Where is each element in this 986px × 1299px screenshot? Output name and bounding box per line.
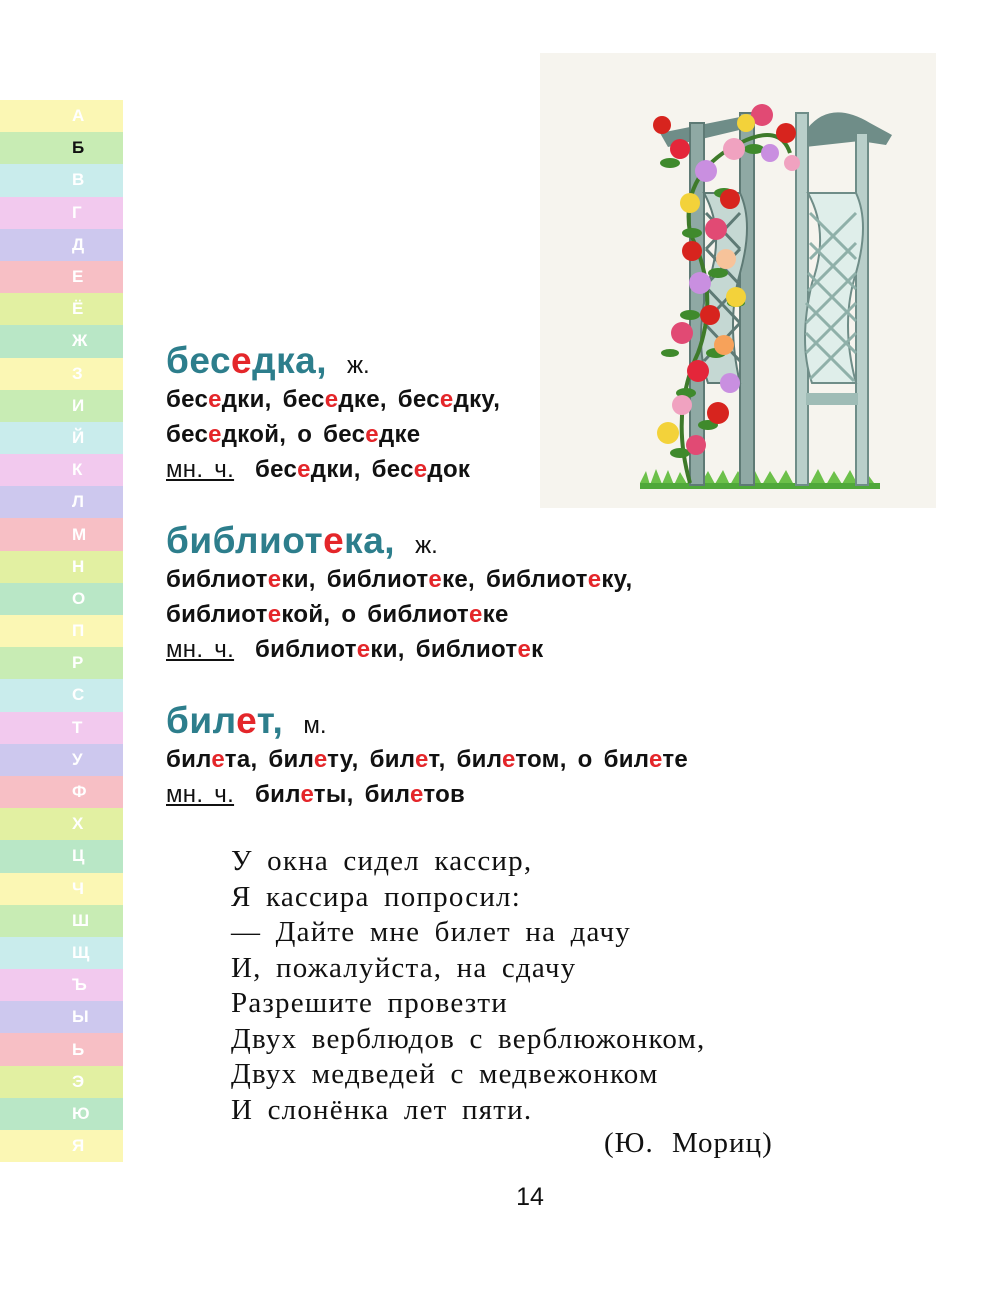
word-forms-line	[166, 452, 500, 487]
alphabet-tab-30[interactable]: Ь	[0, 1033, 123, 1065]
alphabet-tab-7[interactable]: Ё	[0, 293, 123, 325]
word-forms-line	[166, 382, 500, 417]
word-fragment: ка,	[344, 520, 396, 561]
entry-header	[166, 340, 500, 382]
alphabet-tab-24[interactable]: Ц	[0, 840, 123, 872]
stressed-vowel: е	[231, 340, 253, 381]
word-forms-line	[166, 417, 500, 452]
dictionary-entry	[166, 520, 632, 667]
entry-header	[166, 700, 688, 742]
alphabet-index	[0, 100, 123, 1162]
word-forms-line	[166, 777, 688, 812]
plural-label: мн. ч.	[166, 636, 235, 663]
alphabet-tab-12[interactable]: К	[0, 454, 123, 486]
alphabet-tab-26[interactable]: Ш	[0, 905, 123, 937]
alphabet-tab-28[interactable]: Ъ	[0, 969, 123, 1001]
word-fragment: том, о бил	[515, 746, 649, 773]
plural-label: мн. ч.	[166, 781, 235, 808]
word-forms-line	[166, 562, 632, 597]
alphabet-tab-3[interactable]: В	[0, 164, 123, 196]
poem-line: Я кассира попросил:	[231, 880, 521, 913]
stressed-vowel: е	[208, 386, 222, 413]
page-number: 14	[516, 1183, 544, 1211]
word-fragment: библиот	[255, 636, 357, 663]
stressed-vowel: е	[267, 566, 282, 593]
stressed-vowel: е	[587, 566, 602, 593]
word-fragment: тов	[423, 781, 466, 808]
alphabet-tab-8[interactable]: Ж	[0, 325, 123, 357]
poem-line: Разрешите провезти	[231, 987, 508, 1019]
word-forms-line	[166, 597, 632, 632]
stressed-vowel: е	[439, 386, 454, 413]
word-forms-line	[166, 632, 632, 667]
stressed-vowel: е	[313, 746, 328, 773]
stressed-vowel: е	[236, 700, 257, 741]
poem-author: (Ю. Мориц)	[604, 1127, 773, 1159]
word-fragment: ки, библиот	[370, 636, 518, 663]
gender-mark: ж.	[346, 352, 370, 379]
word-fragment: бес	[166, 386, 209, 413]
alphabet-tab-15[interactable]: Н	[0, 551, 123, 583]
poem-line: — Дайте мне билет на дачу	[231, 916, 631, 948]
stressed-vowel: е	[267, 601, 282, 628]
gender-mark: м.	[303, 712, 327, 739]
word-fragment: ке, библиот	[442, 566, 588, 593]
word-fragment: ки, библиот	[281, 566, 429, 593]
word-fragment: дку,	[453, 386, 501, 413]
word-fragment: бил	[166, 746, 212, 773]
word-fragment: дке, бес	[338, 386, 440, 413]
stressed-vowel: е	[297, 456, 311, 483]
gender-mark: ж.	[415, 532, 438, 559]
alphabet-tab-25[interactable]: Ч	[0, 873, 123, 905]
arbor-picture	[540, 53, 936, 508]
word-fragment: дке	[378, 421, 421, 448]
poem	[231, 844, 706, 1128]
word-fragment: библиот	[166, 601, 268, 628]
stressed-vowel: е	[501, 746, 516, 773]
headword	[166, 520, 395, 562]
word-fragment: дки, бес	[221, 386, 325, 413]
poem-line: И, пожалуйста, на сдачу	[231, 951, 577, 984]
dictionary-entry	[166, 340, 500, 487]
word-fragment: библиот	[166, 520, 324, 561]
dictionary-entry	[166, 700, 688, 812]
alphabet-tab-13[interactable]: Л	[0, 486, 123, 518]
alphabet-tab-16[interactable]: О	[0, 583, 123, 615]
alphabet-tab-23[interactable]: Х	[0, 808, 123, 840]
stressed-vowel: е	[410, 781, 424, 808]
word-fragment: та, бил	[224, 746, 314, 773]
word-fragment: док	[427, 456, 471, 483]
word-fragment: бес	[166, 421, 209, 448]
word-forms-line	[166, 742, 688, 777]
word-fragment: дки, бес	[310, 456, 414, 483]
alphabet-tab-17[interactable]: П	[0, 615, 123, 647]
word-fragment: кой, о библиот	[281, 601, 469, 628]
word-fragment: ту, бил	[327, 746, 415, 773]
word-fragment: дка,	[252, 340, 327, 381]
alphabet-tab-1[interactable]: А	[0, 100, 123, 132]
alphabet-tab-4[interactable]: Г	[0, 197, 123, 229]
stressed-vowel: е	[415, 746, 429, 773]
stressed-vowel: е	[517, 636, 532, 663]
poem-line: У окна сидел кассир,	[231, 845, 533, 877]
plural-label: мн. ч.	[166, 456, 235, 483]
alphabet-tab-20[interactable]: Т	[0, 712, 123, 744]
entry-header	[166, 520, 632, 562]
stressed-vowel: е	[211, 746, 225, 773]
stressed-vowel: е	[208, 421, 222, 448]
stressed-vowel: е	[413, 456, 428, 483]
alphabet-tab-6[interactable]: Е	[0, 261, 123, 293]
headword	[166, 700, 283, 742]
alphabet-tab-32[interactable]: Ю	[0, 1098, 123, 1130]
alphabet-tab-9[interactable]: З	[0, 358, 123, 390]
stressed-vowel: е	[469, 601, 483, 628]
word-fragment: ке	[482, 601, 509, 628]
alphabet-tab-10[interactable]: И	[0, 390, 123, 422]
alphabet-tab-31[interactable]: Э	[0, 1066, 123, 1098]
word-fragment: т, бил	[428, 746, 502, 773]
stressed-vowel: е	[428, 566, 443, 593]
word-fragment: ку,	[601, 566, 633, 593]
poem-line: И слонёнка лет пяти.	[231, 1093, 533, 1126]
word-fragment: к	[531, 636, 544, 663]
stressed-vowel: е	[300, 781, 314, 808]
word-fragment: бес	[255, 456, 298, 483]
alphabet-tab-27[interactable]: Щ	[0, 937, 123, 969]
poem-line: Двух медведей с медвежонком	[231, 1058, 659, 1090]
word-fragment: бил	[255, 781, 301, 808]
word-fragment: дкой, о бес	[221, 421, 366, 448]
headword	[166, 340, 327, 382]
stressed-vowel: е	[649, 746, 663, 773]
alphabet-tab-21[interactable]: У	[0, 744, 123, 776]
alphabet-tab-22[interactable]: Ф	[0, 776, 123, 808]
alphabet-tab-5[interactable]: Д	[0, 229, 123, 261]
stressed-vowel: е	[365, 421, 379, 448]
alphabet-tab-33[interactable]: Я	[0, 1130, 123, 1162]
word-fragment: те	[662, 746, 689, 773]
alphabet-tab-18[interactable]: Р	[0, 647, 123, 679]
rose-arbor-illustration	[540, 53, 936, 508]
poem-line: Двух верблюдов с верблюжонком,	[231, 1022, 706, 1055]
alphabet-tab-14[interactable]: М	[0, 518, 123, 550]
alphabet-tab-29[interactable]: Ы	[0, 1001, 123, 1033]
word-fragment: бес	[166, 340, 232, 381]
word-fragment: т,	[256, 700, 284, 741]
word-fragment: ты, бил	[313, 781, 410, 808]
alphabet-tab-11[interactable]: Й	[0, 422, 123, 454]
word-fragment: библиот	[166, 566, 268, 593]
alphabet-tab-19[interactable]: С	[0, 679, 123, 711]
stressed-vowel: е	[356, 636, 371, 663]
stressed-vowel: е	[324, 386, 339, 413]
stressed-vowel: е	[323, 520, 345, 561]
word-fragment: бил	[166, 700, 237, 741]
alphabet-tab-2[interactable]: Б	[0, 132, 123, 164]
